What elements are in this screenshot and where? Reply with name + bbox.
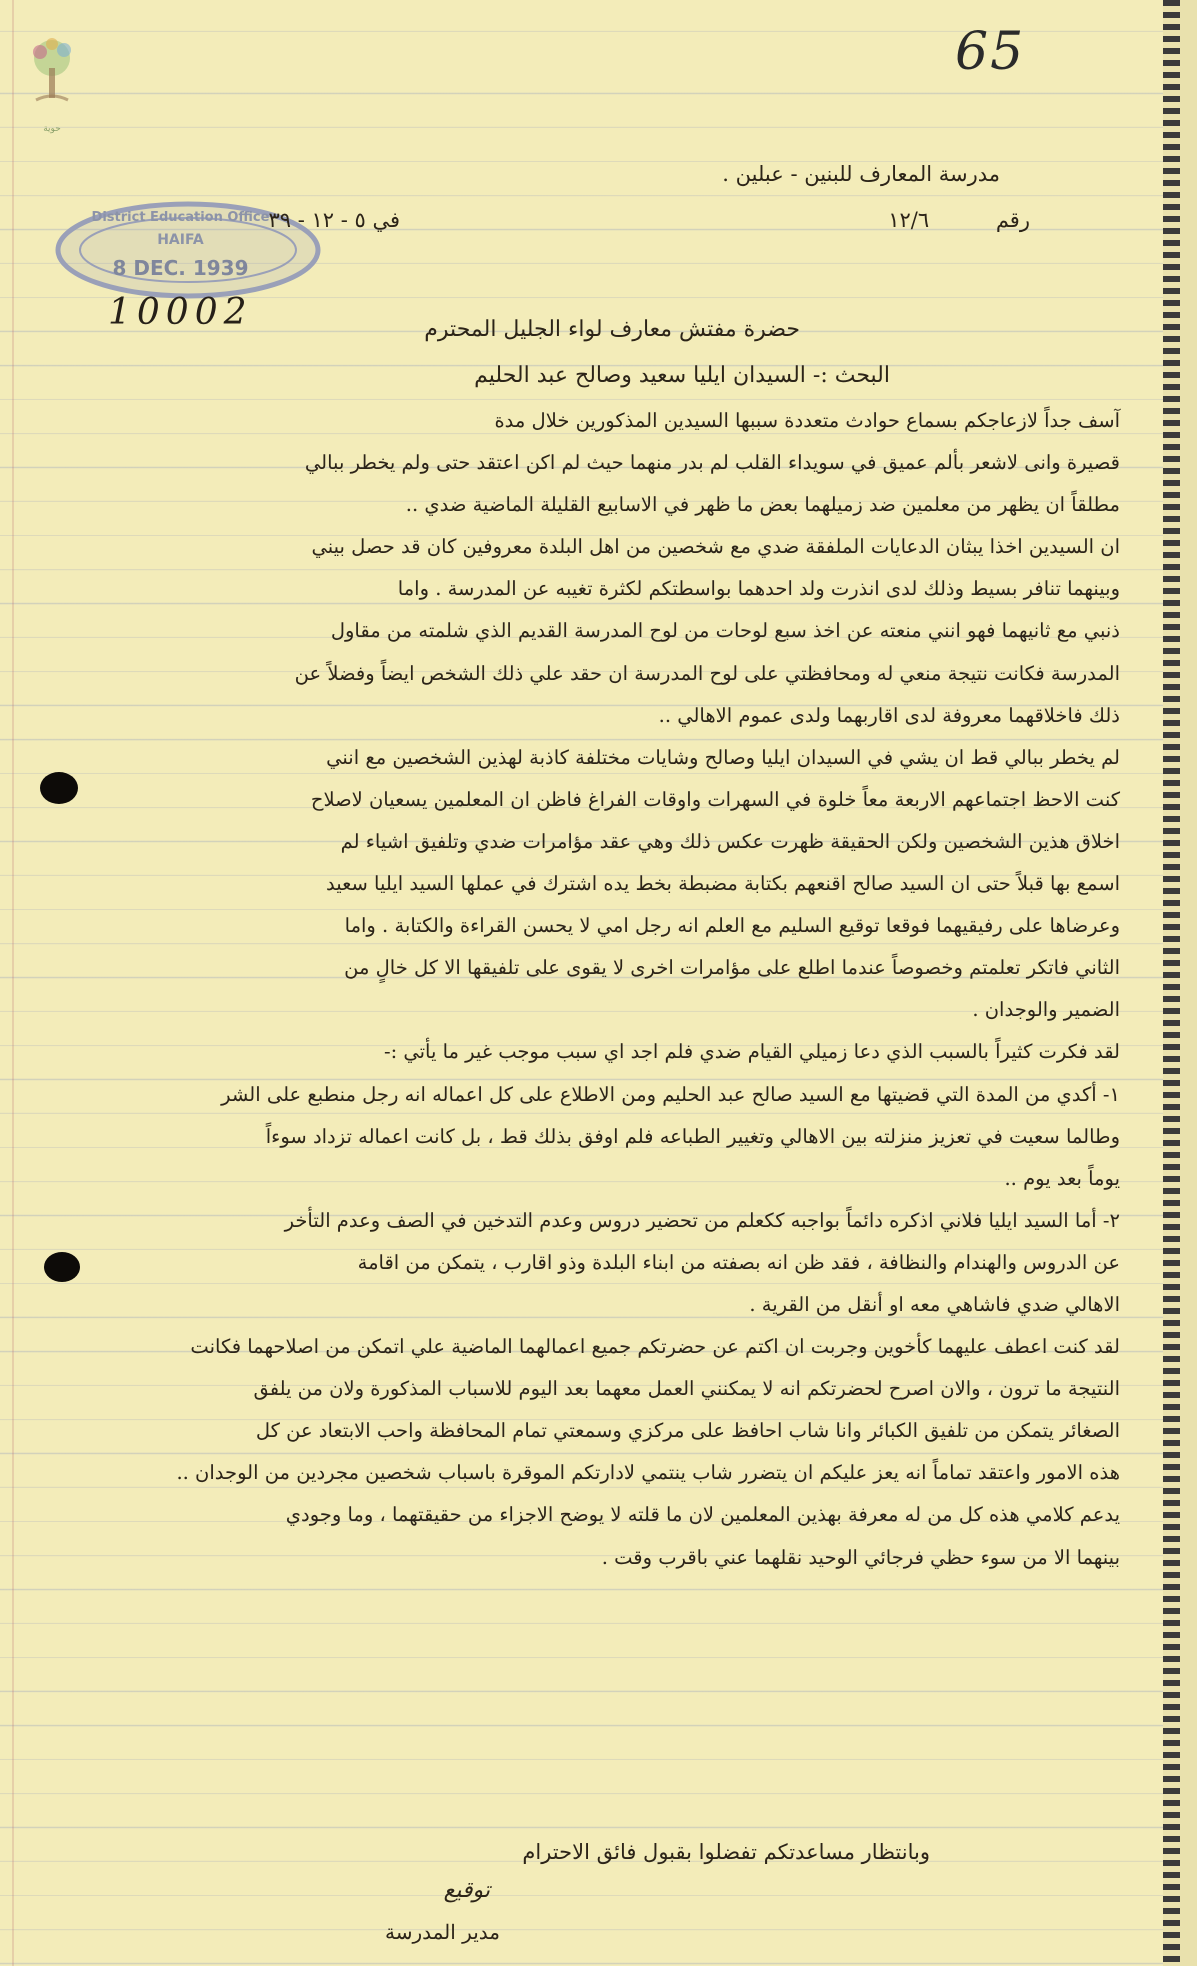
registry-number: 10002 <box>108 292 253 333</box>
body-line: يدعم كلامي هذه كل من له معرفة بهذين المعلمين لان ما قلته لا يوضح الاجزاء من حقيقتهما ، وما وجودي <box>285 1503 1120 1527</box>
binding-edge <box>1163 0 1180 1966</box>
body-line: وبينهما تنافر بسيط وذلك لدى انذرت ولد احدهما بواسطتكم لكثرة تغيبه عن المدرسة . واما <box>397 577 1120 601</box>
body-line: يوماً بعد يوم .. <box>1004 1166 1120 1190</box>
subject-line: البحث :- السيدان ايليا سعيد وصالح عبد الحليم <box>474 363 890 388</box>
body-line: لقد فكرت كثيراً بالسبب الذي دعا زميلي القيام ضدي فلم اجد اي سبب موجب غير ما يأتي :- <box>383 1040 1120 1064</box>
body-line: الاهالي ضدي فاشاهي معه او أنقل من القرية . <box>749 1292 1120 1316</box>
reference-number: رقم ١٢/٦ <box>888 208 1030 232</box>
body-line: ذنبي مع ثانيهما فهو انني منعته عن اخذ سبع لوحات من لوح المدرسة القديم الذي شلمته من مقاول <box>330 619 1120 643</box>
body-line: ١- أكدي من المدة التي قضيتها مع السيد صالح عبد الحليم ومن الاطلاع على كل اعماله انه رجل منطبع على الشر <box>221 1082 1120 1106</box>
body-line: الثاني فاتكر تعلمتم وخصوصاً عندما اطلع على مؤامرات اخرى لا يقوى على تلفيقها الا كل خالٍ من <box>344 956 1120 980</box>
signature: توقيع <box>443 1878 490 1903</box>
body-line: اخلاق هذين الشخصين ولكن الحقيقة ظهرت عكس ذلك وهي عقد مؤامرات ضدي وتلفيق اشياء لم <box>340 829 1120 853</box>
body-line: لم يخطر ببالي قط ان يشي في السيدان ايليا وصالح وشايات مختلفة كاذبة لهذين الشخصين مع انني <box>326 745 1120 769</box>
folio-number: 65 <box>955 22 1026 82</box>
body-line: هذه الامور واعتقد تماماً انه يعز عليكم ان يتضرر شاب ينتمي لادارتكم الموقرة باسباب شخصين مجردين من الوجدان .. <box>176 1461 1120 1485</box>
stamp-date: 8 DEC. 1939 <box>112 256 249 280</box>
body-line: عن الدروس والهندام والنظافة ، فقد ظن انه بصفته من ابناء البلدة وذو اقارب ، يتمكن من اقامة <box>357 1250 1120 1274</box>
body-line: الصغائر يتمكن من تلفيق الكبائر وانا شاب احافظ على مركزي وسمعتي تمام المحافظة واحب الابتعاد عن كل <box>255 1419 1120 1443</box>
body-line: النتيجة ما ترون ، والان اصرح لحضرتكم انه لا يمكنني العمل معهما بعد اليوم للاسباب المذكورة ولان من يلفق <box>253 1377 1120 1401</box>
body-line: وطالما سعيت في تعزيز منزلته بين الاهالي وتغيير الطباعه فلم اوفق بذلك قط ، بل كانت اعماله تزداد سوءاً <box>265 1124 1120 1148</box>
logo-caption: حوية <box>43 124 61 134</box>
body-line: قصيرة وانى لاشعر بألم عميق في سويداء القلب لم بدر منهما حيث لم اكن اعتقد حتى ولم يخطر ببالي <box>304 451 1120 475</box>
body-line: لقد كنت اعطف عليهما كأخوين وجربت ان اكتم عن حضرتكم جميع اعمالهما الماضية علي اتمكن من اصلاحهما فكانت <box>190 1335 1120 1359</box>
school-name: مدرسة المعارف للبنين - عبلين . <box>722 162 1000 186</box>
archive-logo <box>22 34 82 144</box>
body-line: مطلقاً ان يظهر من معلمين ضد زميلهما بعض ما ظهر في الاسابيع القليلة الماضية ضدي .. <box>405 493 1120 517</box>
body-line: ان السيدين اخذا يبثان الدعايات الملفقة ضدي مع شخصين من اهل البلدة معروفين كان قد حصل بيني <box>311 535 1120 559</box>
closing-line: وبانتظار مساعدتكم تفضلوا بقبول فائق الاحترام <box>522 1840 930 1864</box>
body-line: المدرسة فكانت نتيجة منعي له ومحافظتي على لوح المدرسة ان حقد علي ذلك الشخص ايضاً وفضلاً عن <box>294 661 1120 685</box>
stamp-city: HAIFA <box>157 232 204 248</box>
letter-date: في ٥ - ١٢ - ٣٩ <box>268 208 400 232</box>
body-line: كنت الاحظ اجتماعهم الاربعة معاً خلوة في السهرات واوقات الفراغ فاظن ان المعلمين يسعيان لاصلاح <box>310 787 1120 811</box>
body-line: ٢- أما السيد ايليا فلاني اذكره دائماً بواجبه ككعلم من تحضير دروس وعدم التدخين في الصف وعدم التأخر <box>284 1208 1120 1232</box>
tree-icon <box>22 34 82 120</box>
body-line: بينهما الا من سوء حظي فرجائي الوحيد نقلهما عني باقرب وقت . <box>601 1545 1120 1569</box>
ink-blot <box>40 772 78 804</box>
body-line: وعرضاها على رفيقيهما فوقعا توقيع السليم مع العلم انه رجل امي لا يحسن القراءة والكتابة . واما <box>344 914 1120 938</box>
body-line: الضمير والوجدان . <box>972 998 1120 1022</box>
addressee: حضرة مفتش معارف لواء الجليل المحترم <box>424 317 800 342</box>
body-line: ذلك فاخلاقهما معروفة لدى اقاربهما ولدى عموم الاهالي .. <box>658 703 1120 727</box>
body-line: آسف جداً لازعاجكم بسماع حوادث متعددة سببها السيدين المذكورين خلال مدة <box>494 409 1120 432</box>
body-line: اسمع بها قبلاً حتى ان السيد صالح اقنعهم بكتابة مضبطة بخط يده اشترك في عملها السيد ايليا سعيد <box>325 872 1120 896</box>
signer-title: مدير المدرسة <box>384 1920 500 1944</box>
letter-body <box>18 400 1120 1579</box>
margin-rule <box>12 0 14 1966</box>
stamp-office: District Education Office <box>91 210 270 225</box>
ink-blot <box>44 1252 80 1282</box>
